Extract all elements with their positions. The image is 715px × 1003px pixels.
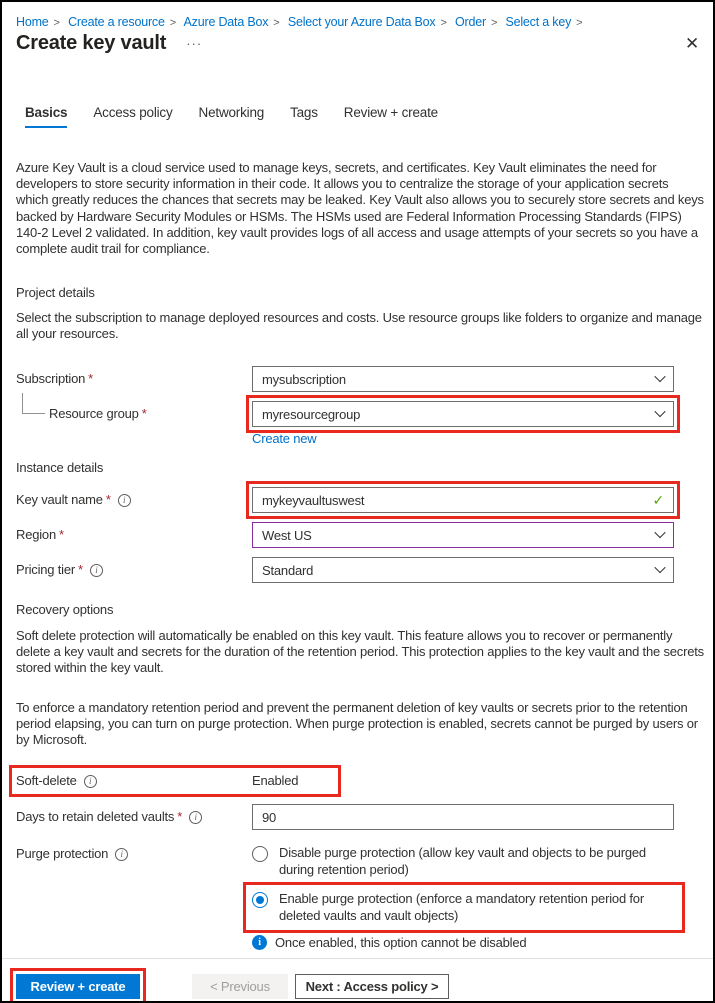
tab-tags[interactable]: Tags <box>290 105 318 120</box>
purge-protection-label: Purge protection <box>16 846 109 861</box>
resource-group-row <box>2 401 713 427</box>
required-marker: * <box>105 492 111 507</box>
key-vault-name-input[interactable] <box>252 487 674 513</box>
info-icon[interactable]: i <box>189 811 202 824</box>
chevron-down-icon <box>654 526 665 537</box>
key-vault-name-label: Key vault name <box>16 492 103 507</box>
info-icon[interactable]: i <box>84 775 97 788</box>
region-value: West US <box>262 527 312 543</box>
tab-review-create[interactable]: Review + create <box>343 105 438 120</box>
breadcrumb-separator: > <box>169 17 176 29</box>
chevron-down-icon <box>654 561 665 572</box>
next-access-policy-button[interactable]: Next : Access policy > <box>295 974 449 999</box>
previous-button[interactable]: < Previous <box>192 974 288 999</box>
tab-networking[interactable]: Networking <box>198 105 265 120</box>
info-icon[interactable]: i <box>118 494 131 507</box>
region-label: Region <box>16 527 56 542</box>
purge-note <box>252 935 526 950</box>
wizard-tabs <box>25 105 438 128</box>
pricing-tier-dropdown[interactable] <box>252 557 674 583</box>
required-marker: * <box>59 527 64 542</box>
info-icon[interactable]: i <box>115 848 128 861</box>
create-new-link[interactable]: Create new <box>252 431 317 446</box>
retention-days-label: Days to retain deleted vaults <box>16 809 175 824</box>
purge-note-text: Once enabled, this option cannot be disabled <box>275 935 527 950</box>
page-title: Create key vault <box>16 32 167 54</box>
breadcrumb-create-a-resource[interactable]: Create a resource <box>68 15 165 29</box>
resource-group-label: Resource group <box>49 406 139 421</box>
info-filled-icon: i <box>252 935 267 950</box>
purge-enable-option[interactable] <box>252 891 676 924</box>
key-vault-intro-text: Azure Key Vault is a cloud service used to manage keys, secrets, and certificates. Key Vault eliminates the need for developers to store security information in their code. It allows you to centralize the storage of your application secrets which greatly reduces the chances that secrets may be leaked. Key Vault also allows you to securely store secrets and keys backed by Hardware Security Modules or HSMs. The HSMs used are Federal Information Processing Standards (FIPS) 140-2 Level 2 validated. In addition, key vault provides logs of all access and usage attempts of your secrets so you have a complete audit trail for compliance. <box>16 160 704 257</box>
recovery-options-heading: Recovery options <box>16 602 114 617</box>
more-options-icon[interactable]: ··· <box>186 36 203 51</box>
tab-access-policy[interactable]: Access policy <box>93 105 173 120</box>
blade-header <box>16 32 699 55</box>
breadcrumb-home[interactable]: Home <box>16 15 49 29</box>
breadcrumb-separator: > <box>273 17 280 29</box>
footer-divider <box>2 958 713 959</box>
region-dropdown[interactable] <box>252 522 674 548</box>
required-marker: * <box>177 809 183 824</box>
resource-group-dropdown[interactable] <box>252 401 674 427</box>
breadcrumb-separator: > <box>490 17 498 29</box>
required-marker: * <box>88 371 93 386</box>
breadcrumb-separator: > <box>440 17 447 29</box>
breadcrumb <box>16 15 587 29</box>
subscription-dropdown[interactable] <box>252 366 674 392</box>
close-icon[interactable]: ✕ <box>684 34 699 53</box>
project-details-heading: Project details <box>16 285 95 300</box>
breadcrumb-separator: > <box>53 17 60 29</box>
breadcrumb-azure-data-box[interactable]: Azure Data Box <box>183 15 269 29</box>
required-marker: * <box>141 406 147 421</box>
valid-check-icon: ✓ <box>652 491 664 508</box>
purge-protection-description: To enforce a mandatory retention period and prevent the permanent deletion of key vaults or secrets prior to the retention period elapsing, you can turn on purge protection. When purge protection is enabled, secrets cannot be purged by users or by Microsoft. <box>16 700 698 748</box>
subscription-value: mysubscription <box>262 371 346 387</box>
subscription-label: Subscription <box>16 371 86 386</box>
soft-delete-description: Soft delete protection will automatically be enabled on this key vault. This feature allows you to recover or permanently delete a key vault and secrets for the duration of the retention period. This protection applies to the key vault and the secrets stored within the key vault. <box>16 628 704 676</box>
pricing-tier-label: Pricing tier <box>16 562 76 577</box>
pricing-tier-value: Standard <box>262 562 314 578</box>
purge-disable-label: Disable purge protection (allow key vault and objects to be purged during retention period) <box>279 845 646 877</box>
retention-days-input[interactable] <box>252 804 674 830</box>
purge-enable-label: Enable purge protection (enforce a mandatory retention period for deleted vaults and vault objects) <box>279 891 644 923</box>
subscription-row <box>2 366 713 392</box>
chevron-down-icon <box>654 370 665 381</box>
instance-details-heading: Instance details <box>16 460 104 475</box>
retention-days-row <box>2 804 713 830</box>
region-row <box>2 522 713 548</box>
pricing-tier-row <box>2 557 713 583</box>
key-vault-name-row <box>2 487 713 513</box>
breadcrumb-separator: > <box>576 17 583 29</box>
chevron-down-icon <box>654 405 665 416</box>
soft-delete-row <box>12 768 338 794</box>
retention-days-value: 90 <box>262 809 277 825</box>
soft-delete-label: Soft-delete <box>16 773 77 788</box>
tab-basics[interactable]: Basics <box>25 105 67 128</box>
radio-selected-icon <box>252 892 268 908</box>
breadcrumb-select-your-azure-data-box[interactable]: Select your Azure Data Box <box>287 15 436 29</box>
breadcrumb-select-a-key[interactable]: Select a key <box>505 15 572 29</box>
purge-disable-option[interactable] <box>252 845 676 878</box>
required-marker: * <box>78 562 83 577</box>
resource-group-value: myresourcegroup <box>262 406 361 422</box>
review-create-button[interactable]: Review + create <box>16 974 140 999</box>
key-vault-name-value: mykeyvaultuswest <box>262 492 365 508</box>
project-details-description: Select the subscription to manage deployed resources and costs. Use resource groups like folders to organize and manage all your resources. <box>16 310 702 342</box>
breadcrumb-order[interactable]: Order <box>455 15 486 29</box>
soft-delete-value: Enabled <box>252 773 299 788</box>
info-icon[interactable]: i <box>90 564 103 577</box>
radio-unselected-icon <box>252 846 268 862</box>
